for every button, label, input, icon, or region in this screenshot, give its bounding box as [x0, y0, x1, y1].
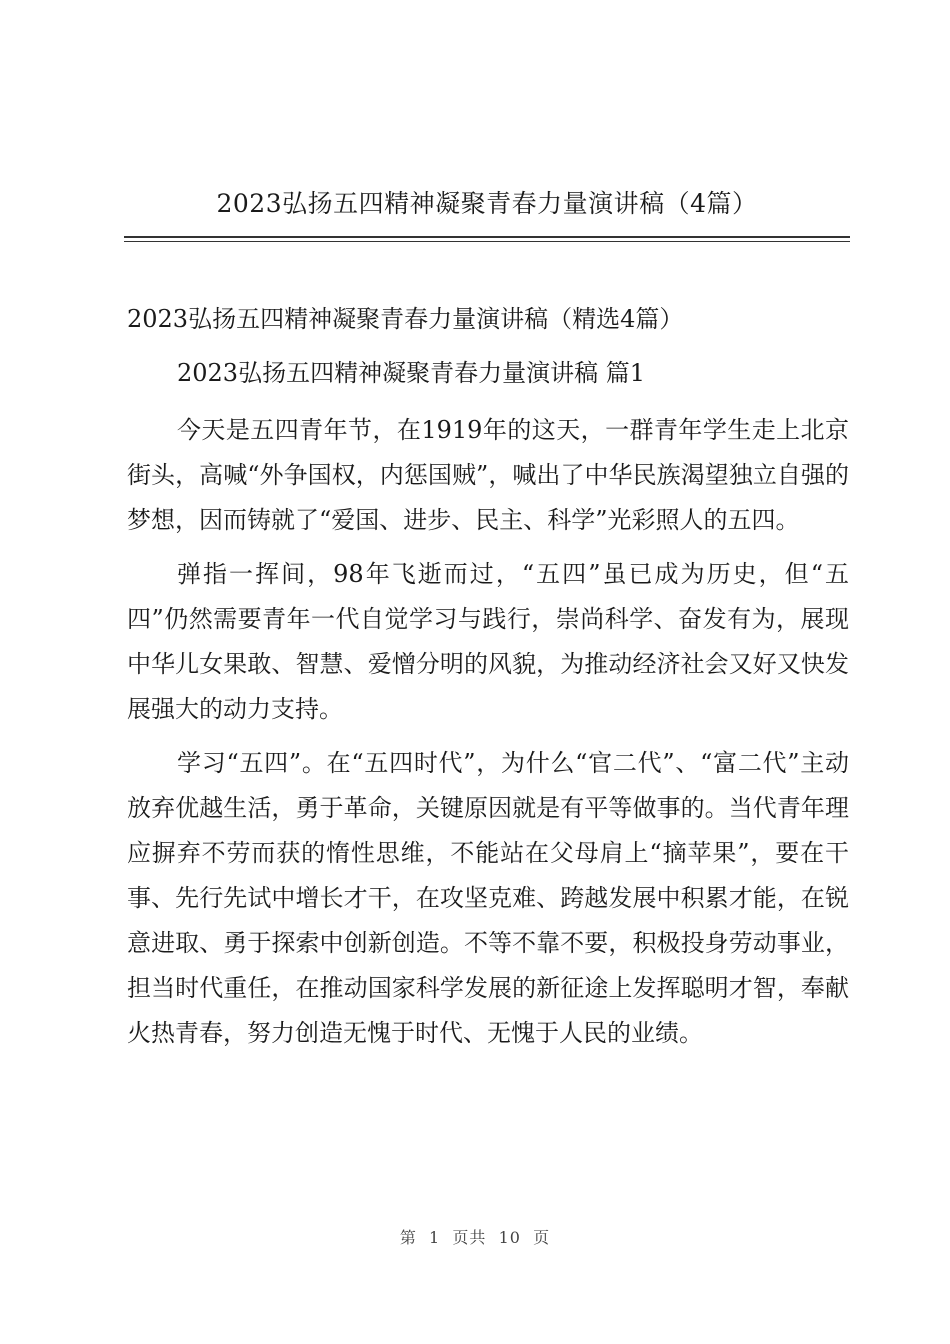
body-paragraph: 今天是五四青年节，在1919年的这天，一群青年学生走上北京街头，高喊“外争国权，内惩国贼”，喊出了中华民族渴望独立自强的梦想，因而铸就了“爱国、进步、民主、科学”光彩照人的五四。 [127, 416, 849, 534]
document-body [127, 292, 849, 1056]
section-title: 2023弘扬五四精神凝聚青春力量演讲稿 篇1 [177, 359, 645, 387]
page-header-title: 2023弘扬五四精神凝聚青春力量演讲稿（4篇） [216, 189, 758, 218]
header-divider-thin [124, 241, 850, 242]
document-main-title: 2023弘扬五四精神凝聚青春力量演讲稿（精选4篇） [127, 305, 684, 333]
header-divider-thick [124, 236, 850, 238]
page-footer-number: 第 1 页共 10 页 [399, 1228, 551, 1247]
body-paragraph: 学习“五四”。在“五四时代”，为什么“官二代”、“富二代”主动放弃优越生活，勇于革命，关键原因就是有平等做事的。当代青年理应摒弃不劳而获的惰性思维，不能站在父母肩上“摘苹果”，要在干事、先行先试中增长才干，在攻坚克难、跨越发展中积累才能，在锐意进取、勇于探索中创新创造。不等不靠不要，积极投身劳动事业，担当时代重任，在推动国家科学发展的新征途上发挥聪明才智，奉献火热青春，努力创造无愧于时代、无愧于人民的业绩。 [127, 749, 849, 1047]
body-paragraph: 弹指一挥间，98年飞逝而过，“五四”虽已成为历史，但“五四”仍然需要青年一代自觉学习与践行，崇尚科学、奋发有为，展现中华儿女果敢、智慧、爱憎分明的风貌，为推动经济社会又好又快发展强大的动力支持。 [127, 560, 849, 723]
